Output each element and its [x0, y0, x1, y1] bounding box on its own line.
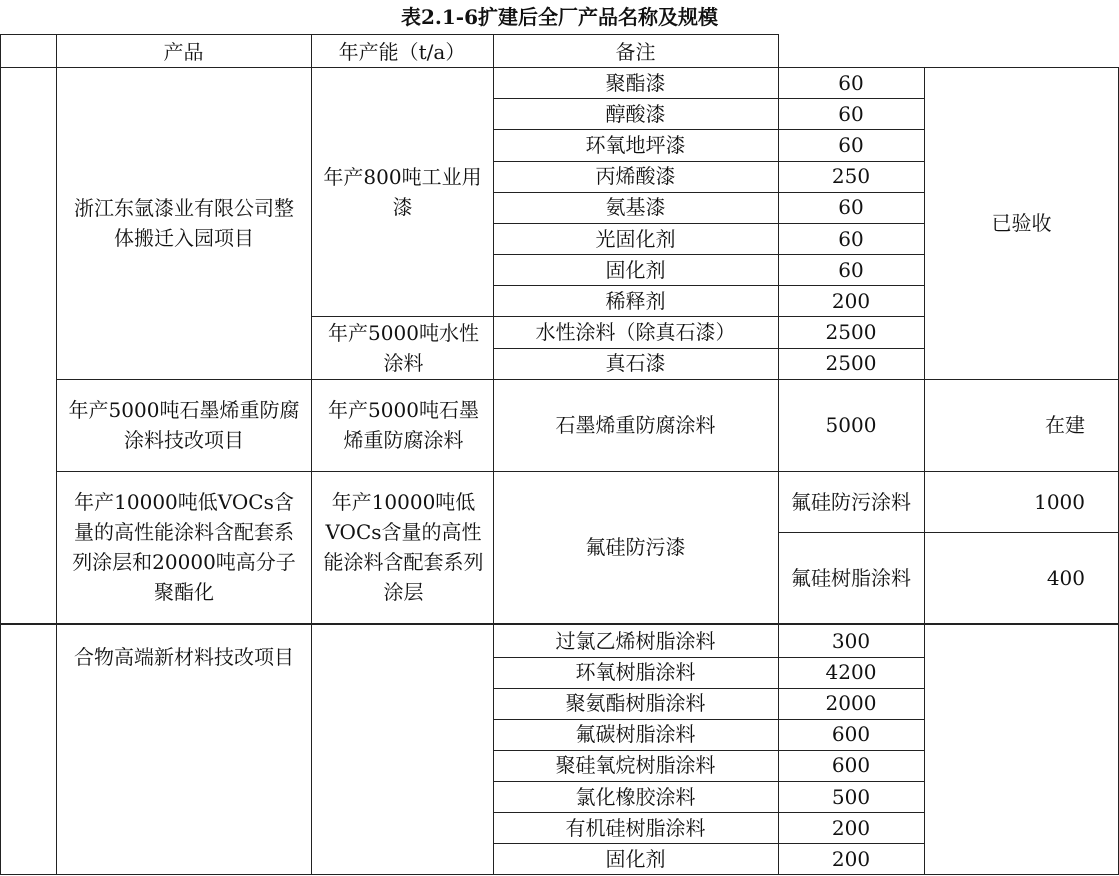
item-graphene: 石墨烯重防腐涂料: [555, 413, 716, 437]
item-qty: 60: [838, 226, 864, 251]
h-rule: [493, 719, 924, 720]
project-3-part1: 年产10000吨低VOCs含量的高性能涂料含配套系列涂层和20000吨高分子聚酯化: [72, 490, 296, 604]
item-name: 氟碳树脂涂料: [575, 722, 696, 747]
item-qty: 500: [831, 784, 871, 809]
item-name: 稀释剂: [605, 288, 666, 313]
h-rule: [311, 316, 924, 317]
h-rule: [493, 129, 924, 130]
h-rule: [493, 348, 924, 349]
item-name: 环氧地坪漆: [585, 132, 686, 157]
header-product: 产品: [163, 39, 204, 64]
h-rule: [493, 688, 924, 689]
item-name: 固化剂: [605, 257, 666, 282]
item-name: 真石漆: [605, 351, 666, 376]
project-1: 浙江东氩漆业有限公司整体搬迁入园项目: [74, 196, 294, 250]
item-name: 过氯乙烯树脂涂料: [555, 629, 716, 654]
subproject-2: 年产5000吨石墨烯重防腐涂料: [328, 398, 479, 452]
item-name: 醇酸漆: [605, 101, 666, 126]
h-rule: [493, 98, 924, 99]
item-qty: 300: [831, 629, 871, 654]
subproject-1b: 年产5000吨水性涂料: [328, 320, 479, 375]
v-rule: [311, 34, 312, 874]
item-qty: 600: [831, 753, 871, 778]
group-rule: [56, 471, 1119, 472]
item-qty: 2500: [825, 351, 877, 376]
h-rule: [493, 812, 924, 813]
bottom-rule: [0, 874, 1119, 875]
v-rule: [924, 67, 925, 874]
h-rule: [493, 657, 924, 658]
item-qty: 600: [831, 722, 871, 747]
v-rule: [493, 34, 494, 874]
qty-resin: 400: [1046, 565, 1085, 590]
item-qty: 60: [838, 70, 864, 95]
h-rule: [493, 843, 924, 844]
item-qty: 200: [831, 815, 871, 840]
h-rule: [778, 532, 1119, 533]
item-qty: 200: [831, 288, 871, 313]
header-top-rule: [0, 34, 778, 35]
subproject-1a: 年产800吨工业用漆: [323, 164, 482, 219]
v-rule: [778, 34, 779, 874]
table-title: 表2.1-6扩建后全厂产品名称及规模: [400, 5, 718, 29]
item-name: 环氧树脂涂料: [575, 660, 696, 685]
item-name: 丙烯酸漆: [595, 164, 676, 189]
qty-antifouling: 1000: [1034, 489, 1085, 514]
qty-graphene: 5000: [825, 413, 877, 437]
item-name: 氯化橡胶涂料: [575, 784, 696, 809]
h-rule: [493, 781, 924, 782]
group-rule: [56, 379, 1119, 380]
status-building: 在建: [1045, 413, 1085, 437]
item-qty: 2500: [825, 320, 877, 345]
h-rule: [493, 192, 924, 193]
item-qty: 250: [831, 164, 871, 189]
header-bottom-rule: [0, 67, 1119, 68]
h-rule: [493, 161, 924, 162]
item-qty: 60: [838, 132, 864, 157]
h-rule: [493, 254, 924, 255]
item-fluorosilicone: 氟硅防污漆: [585, 535, 686, 559]
item-qty: 60: [838, 195, 864, 220]
item-qty: 60: [838, 257, 864, 282]
header-capacity: 年产能（t/a）: [338, 39, 466, 64]
project-2: 年产5000吨石墨烯重防腐涂料技改项目: [68, 398, 300, 452]
h-rule: [493, 223, 924, 224]
item-name: 水性涂料（除真石漆）: [535, 320, 736, 345]
item-name: 聚酯漆: [605, 70, 666, 95]
v-rule: [56, 34, 57, 874]
page-break-rule: [0, 623, 1119, 625]
item-qty: 4200: [825, 660, 877, 685]
item-name: 固化剂: [605, 846, 666, 871]
project-3-part2: 合物高端新材料技改项目: [74, 645, 294, 669]
item-name: 光固化剂: [595, 226, 676, 251]
item-name: 有机硅树脂涂料: [565, 815, 706, 840]
item-qty: 200: [831, 846, 871, 871]
subitem-resin: 氟硅树脂涂料: [791, 565, 911, 590]
status-accepted: 已验收: [991, 211, 1052, 235]
item-name: 聚硅氧烷树脂涂料: [555, 753, 716, 778]
subproject-3: 年产10000吨低VOCs含量的高性能涂料含配套系列涂层: [323, 490, 484, 604]
h-rule: [493, 750, 924, 751]
subitem-antifouling: 氟硅防污涂料: [791, 489, 911, 514]
item-qty: 60: [838, 101, 864, 126]
item-qty: 2000: [825, 691, 877, 716]
left-border: [0, 34, 1, 874]
header-remark: 备注: [615, 39, 656, 64]
h-rule: [493, 285, 924, 286]
item-name: 聚氨酯树脂涂料: [565, 691, 706, 716]
item-name: 氨基漆: [605, 195, 666, 220]
